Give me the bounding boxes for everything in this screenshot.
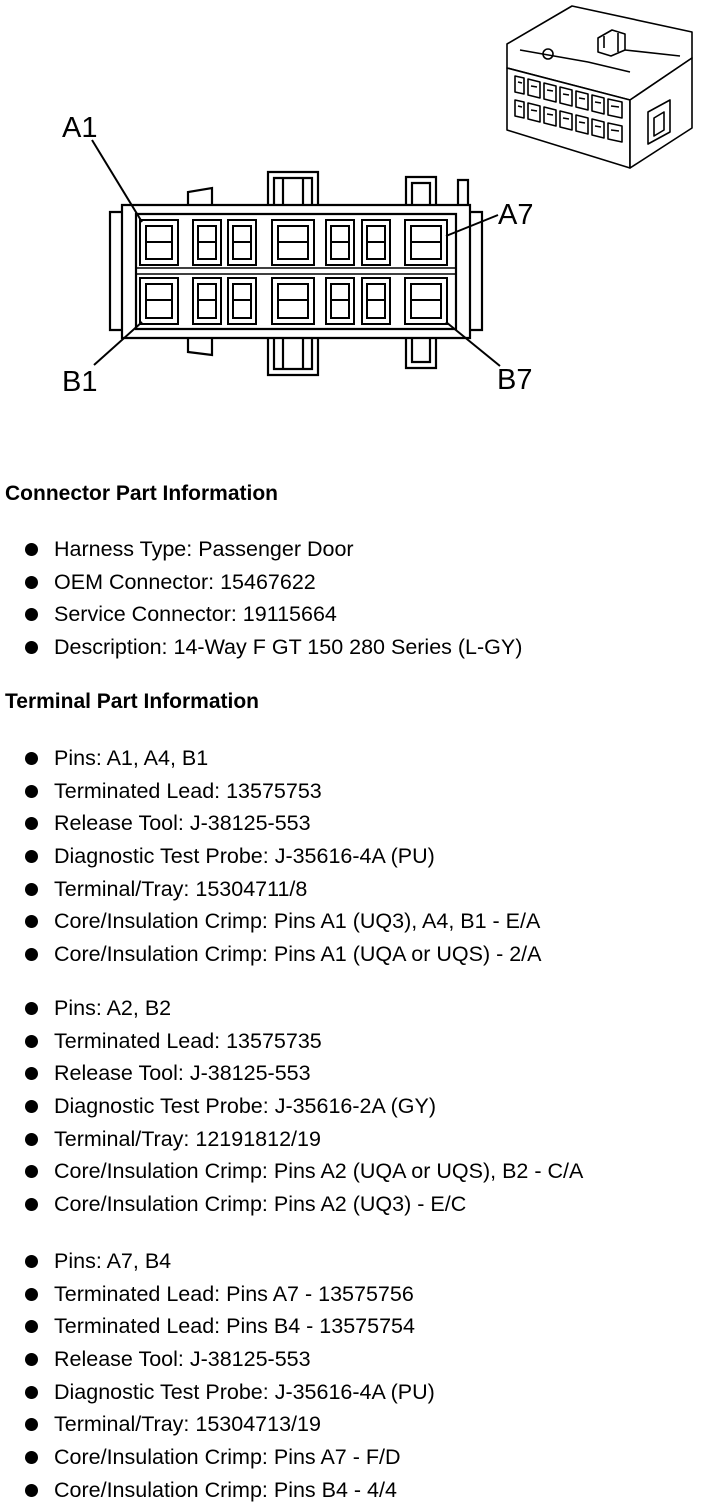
bullet-icon: [25, 915, 38, 928]
bullet-icon: [25, 1002, 38, 1015]
connector-info-list: [0, 533, 522, 664]
bullet-icon: [25, 1386, 38, 1399]
bullet-icon: [25, 1035, 38, 1048]
bullet-icon: [25, 1484, 38, 1497]
list-item: Terminated Lead: Pins B4 - 13575754: [0, 1310, 435, 1343]
list-item: Terminal/Tray: 12191812/19: [0, 1123, 583, 1156]
bullet-icon: [25, 543, 38, 556]
list-item: Core/Insulation Crimp: Pins A1 (UQ3), A4, B1 - E/A: [0, 905, 542, 938]
list-item: Pins: A1, A4, B1: [0, 742, 542, 775]
list-item: Core/Insulation Crimp: Pins A2 (UQ3) - E/C: [0, 1188, 583, 1221]
bullet-icon: [25, 641, 38, 654]
bullet-icon: [25, 785, 38, 798]
pin-label-a7: A7: [498, 199, 534, 231]
pin-label-a1: A1: [62, 112, 98, 144]
bullet-icon: [25, 1288, 38, 1301]
bullet-icon: [25, 576, 38, 589]
terminal-group-3: [0, 1245, 435, 1507]
list-item: OEM Connector: 15467622: [0, 566, 522, 599]
terminal-info-heading: Terminal Part Information: [5, 690, 259, 713]
list-item: Core/Insulation Crimp: Pins A1 (UQA or UQS) - 2/A: [0, 938, 542, 971]
bullet-icon: [25, 1353, 38, 1366]
bullet-icon: [25, 817, 38, 830]
pin-label-b1: B1: [62, 366, 98, 398]
list-item: Release Tool: J-38125-553: [0, 1057, 583, 1090]
bullet-icon: [25, 948, 38, 961]
list-item: Core/Insulation Crimp: Pins A7 - F/D: [0, 1441, 435, 1474]
list-item: Diagnostic Test Probe: J-35616-4A (PU): [0, 1376, 435, 1409]
connector-isometric-view: [507, 6, 692, 168]
bullet-icon: [25, 1198, 38, 1211]
list-item: Service Connector: 19115664: [0, 598, 522, 631]
connector-diagram: [0, 0, 704, 420]
list-item: Core/Insulation Crimp: Pins B4 - 4/4: [0, 1474, 435, 1507]
bullet-icon: [25, 1067, 38, 1080]
bullet-icon: [25, 1100, 38, 1113]
list-item: Terminal/Tray: 15304711/8: [0, 873, 542, 906]
connector-info-heading: Connector Part Information: [5, 482, 279, 505]
terminal-group-2: [0, 992, 583, 1221]
list-item: Pins: A7, B4: [0, 1245, 435, 1278]
list-item: Terminal/Tray: 15304713/19: [0, 1408, 435, 1441]
bullet-icon: [25, 883, 38, 896]
bullet-icon: [25, 1165, 38, 1178]
list-item: Release Tool: J-38125-553: [0, 807, 542, 840]
list-item: Release Tool: J-38125-553: [0, 1343, 435, 1376]
bullet-icon: [25, 752, 38, 765]
bullet-icon: [25, 1133, 38, 1146]
list-item: Harness Type: Passenger Door: [0, 533, 522, 566]
list-item: Core/Insulation Crimp: Pins A2 (UQA or UQS), B2 - C/A: [0, 1155, 583, 1188]
terminal-group-1: [0, 742, 542, 971]
list-item: Terminated Lead: 13575735: [0, 1025, 583, 1058]
list-item: Pins: A2, B2: [0, 992, 583, 1025]
bullet-icon: [25, 1255, 38, 1268]
bullet-icon: [25, 1418, 38, 1431]
list-item: Terminated Lead: Pins A7 - 13575756: [0, 1278, 435, 1311]
pin-label-b7: B7: [497, 364, 533, 396]
list-item: Diagnostic Test Probe: J-35616-4A (PU): [0, 840, 542, 873]
connector-face-view: [110, 172, 482, 375]
list-item: Description: 14-Way F GT 150 280 Series (L-GY): [0, 631, 522, 664]
list-item: Diagnostic Test Probe: J-35616-2A (GY): [0, 1090, 583, 1123]
bullet-icon: [25, 608, 38, 621]
bullet-icon: [25, 1451, 38, 1464]
list-item: Terminated Lead: 13575753: [0, 775, 542, 808]
bullet-icon: [25, 1320, 38, 1333]
bullet-icon: [25, 850, 38, 863]
